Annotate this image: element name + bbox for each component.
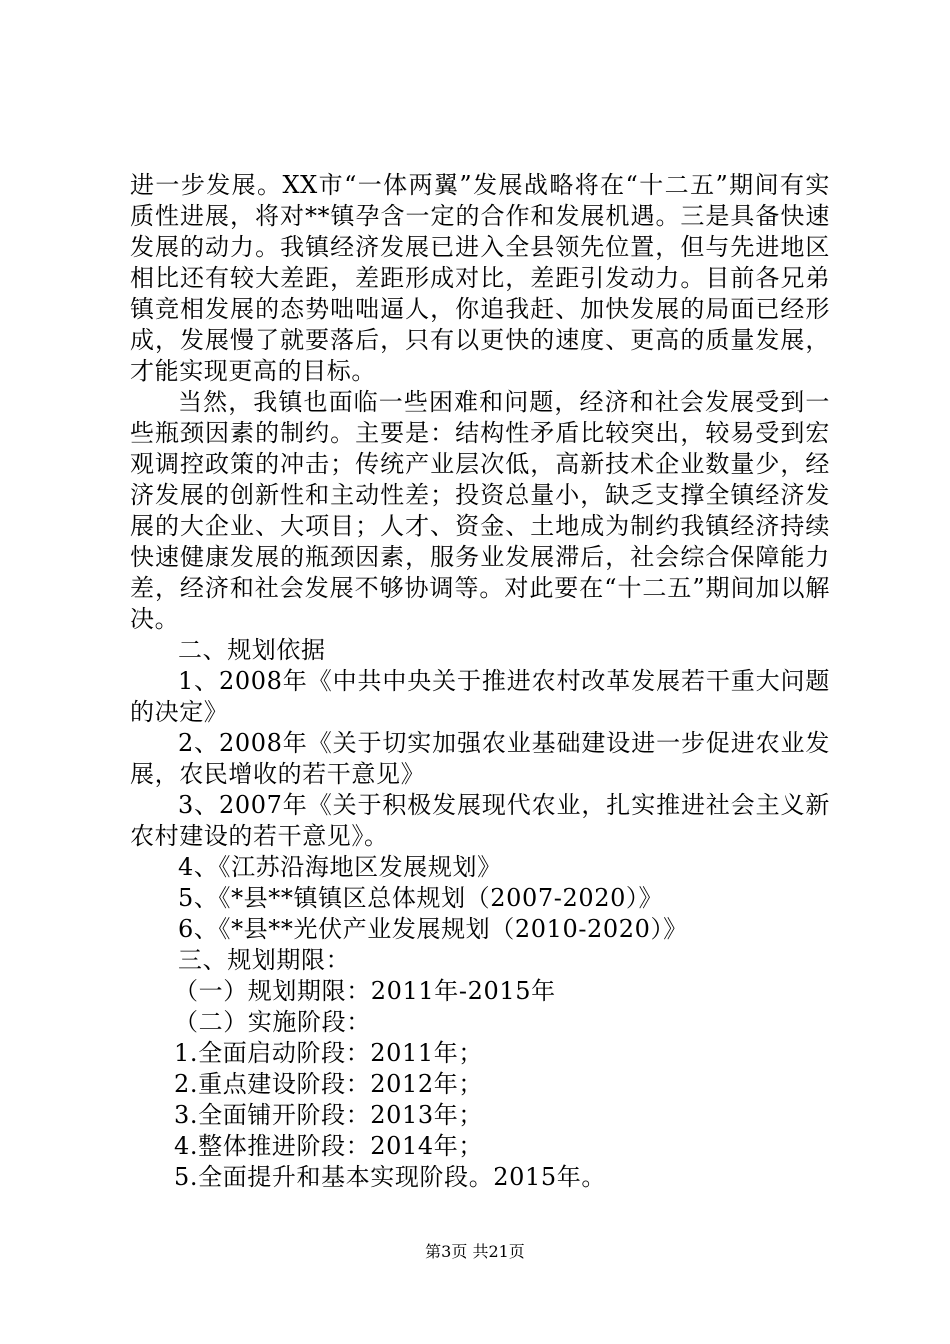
paragraph-difficulties: 当然，我镇也面临一些困难和问题，经济和社会发展受到一些瓶颈因素的制约。主要是：结构性矛盾比较突出，较易受到宏观调控政策的冲击；传统产业层次低，高新技术企业数量少，经济发展的创新性和主动性差；投资总量小，缺乏支撑全镇经济发展的大企业、大项目；人才、资金、土地成为制约我镇经济持续快速健康发展的瓶颈因素，服务业发展滞后，社会综合保障能力差，经济和社会发展不够协调等。对此要在“十二五”期间加以解决。 xyxy=(130,388,830,633)
stage-item-2: 2.重点建设阶段：2012年； xyxy=(174,1070,483,1098)
basis-item-1: 1、2008年《中共中央关于推进农村改革发展若干重大问题的决定》 xyxy=(130,667,830,726)
page-footer: 第3页 共21页 xyxy=(425,1242,525,1261)
stage-item-5: 5.全面提升和基本实现阶段。2015年。 xyxy=(174,1163,606,1191)
stage-item-4: 4.整体推进阶段：2014年； xyxy=(174,1132,483,1160)
period-subheading-1: （一）规划期限：2011年-2015年 xyxy=(174,977,556,1005)
section-heading-planning-period: 三、规划期限： xyxy=(178,946,351,974)
period-subheading-2: （二）实施阶段： xyxy=(174,1008,371,1036)
basis-item-3: 3、2007年《关于积极发展现代农业，扎实推进社会主义新农村建设的若干意见》。 xyxy=(130,791,830,850)
stage-item-3: 3.全面铺开阶段：2013年； xyxy=(174,1101,483,1129)
basis-item-6: 6、《*县**光伏产业发展规划（2010-2020）》 xyxy=(178,915,688,943)
basis-item-4: 4、《江苏沿海地区发展规划》 xyxy=(178,853,502,881)
section-heading-planning-basis: 二、规划依据 xyxy=(178,636,326,664)
document-body xyxy=(130,170,830,1193)
basis-item-5: 5、《*县**镇镇区总体规划（2007-2020）》 xyxy=(178,884,664,912)
basis-item-2: 2、2008年《关于切实加强农业基础建设进一步促进农业发展，农民增收的若干意见》 xyxy=(130,729,830,788)
paragraph-development-opportunity: 进一步发展。XX市“一体两翼”发展战略将在“十二五”期间有实质性进展，将对**镇孕含一定的合作和发展机遇。三是具备快速发展的动力。我镇经济发展已进入全县领先位置，但与先进地区相比还有较大差距，差距形成对比，差距引发动力。目前各兄弟镇竞相发展的态势咄咄逼人，你追我赶、加快发展的局面已经形成，发展慢了就要落后，只有以更快的速度、更高的质量发展，才能实现更高的目标。 xyxy=(130,171,830,385)
stage-item-1: 1.全面启动阶段：2011年； xyxy=(174,1039,483,1067)
